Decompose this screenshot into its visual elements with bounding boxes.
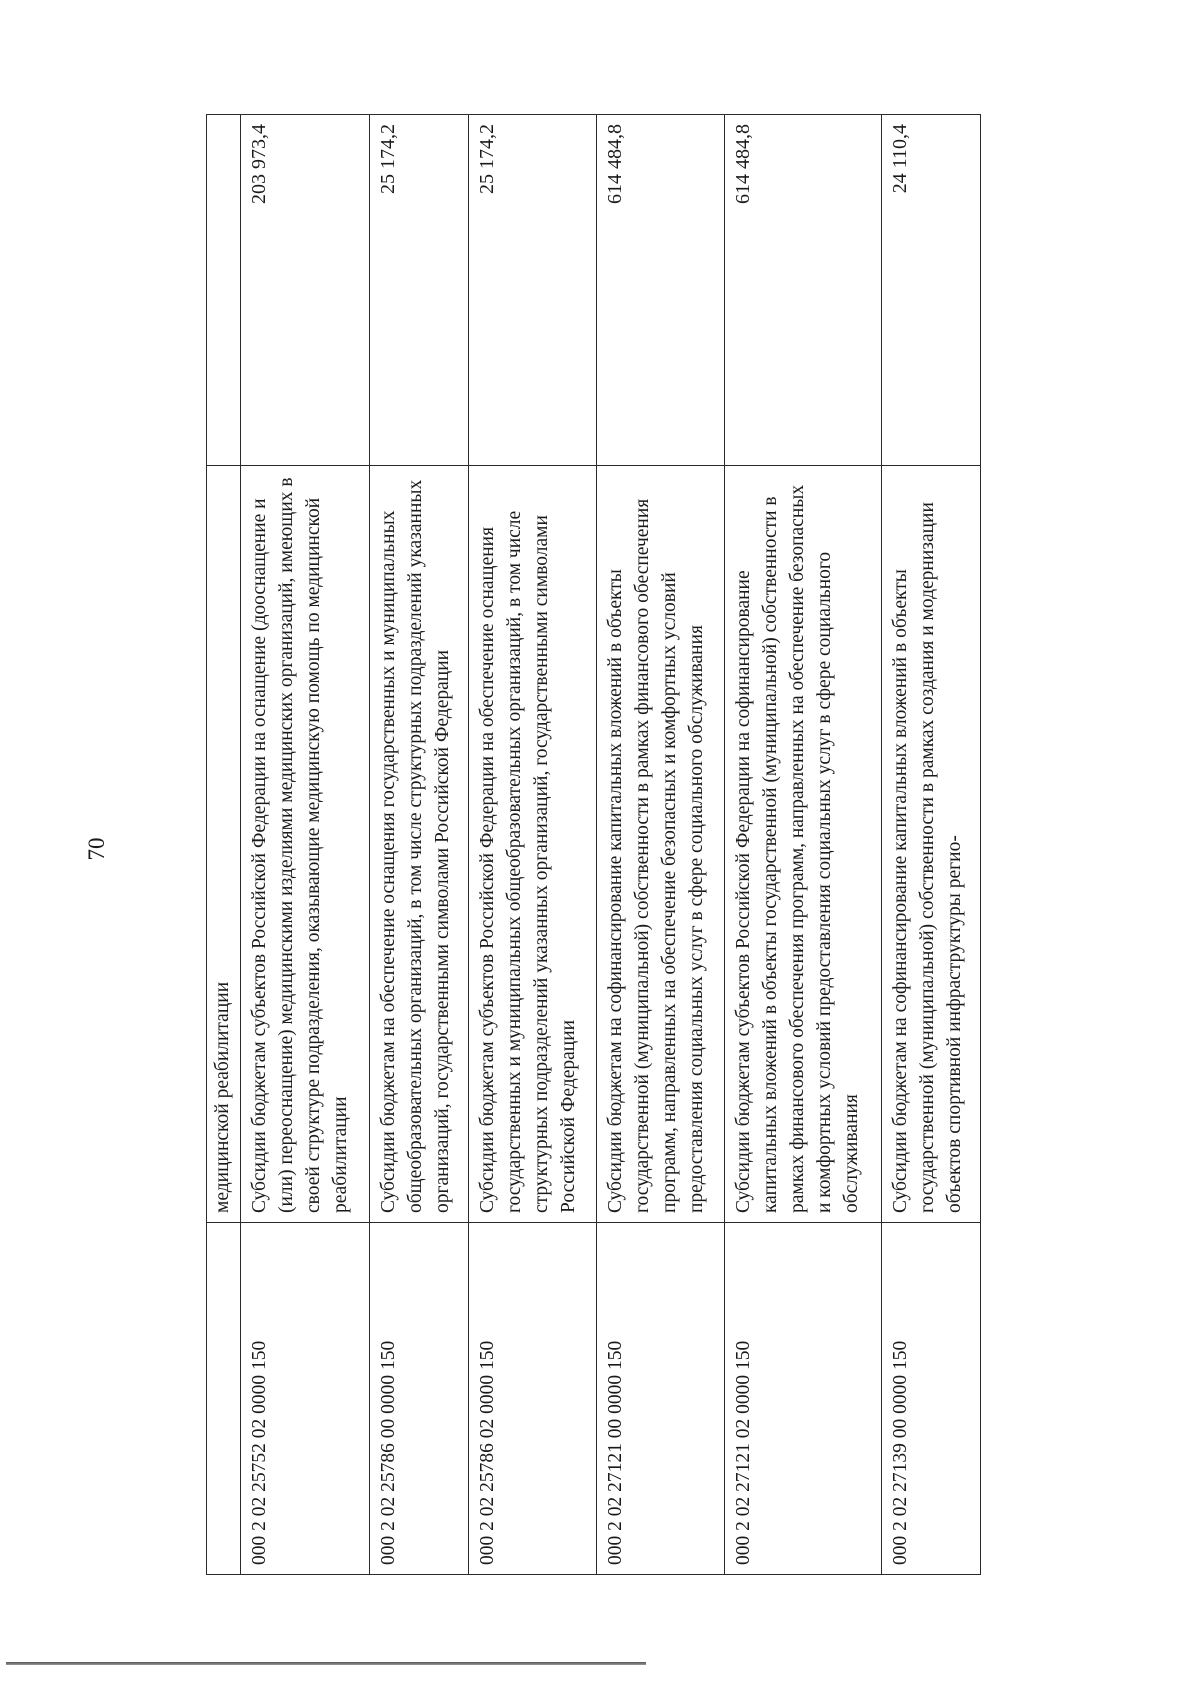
description-cell: медицинской реабилитации [207, 466, 241, 1223]
code-cell: 000 2 02 25752 02 0000 150 [241, 1223, 369, 1575]
amount-cell: 24 110,4 [881, 115, 980, 466]
table-row [241, 115, 369, 1575]
rotated-table-container [206, 115, 981, 1575]
code-cell: 000 2 02 25786 02 0000 150 [468, 1223, 596, 1575]
description-cell: Субсидии бюджетам субъектов Российской Федерации на софинансирование капитальных вложений в объекты государственной (муниципальной) собственности в рамках финансового обеспечения программ, направленных на обеспечение безопасных и комфортных условий предоставления социальных услуг в сфере социального обслуживания [724, 466, 881, 1223]
table-row [468, 115, 596, 1575]
scan-edge-line [6, 1662, 646, 1665]
amount-cell: 614 484,8 [596, 115, 724, 466]
code-cell: 000 2 02 27121 02 0000 150 [724, 1223, 881, 1575]
code-cell: 000 2 02 27121 00 0000 150 [596, 1223, 724, 1575]
page-number: 70 [84, 837, 109, 861]
amount-cell [207, 115, 241, 466]
description-cell: Субсидии бюджетам субъектов Российской Федерации на обеспечение оснащения государственных и муниципальных общеобразовательных организаций, в том числе структурных подразделений указанных организаций, государственными символами Российской Федерации [468, 466, 596, 1223]
amount-cell: 203 973,4 [241, 115, 369, 466]
amount-cell: 614 484,8 [724, 115, 881, 466]
table-row [881, 115, 980, 1575]
code-cell: 000 2 02 25786 00 0000 150 [369, 1223, 468, 1575]
table-row [724, 115, 881, 1575]
code-cell: 000 2 02 27139 00 0000 150 [881, 1223, 980, 1575]
description-cell: Субсидии бюджетам на софинансирование капитальных вложений в объекты государственной (муниципальной) собственности в рамках финансового обеспечения программ, направленных на обеспечение безопасных и комфортных условий предоставления социальных услуг в сфере социального обслуживания [596, 466, 724, 1223]
amount-cell: 25 174,2 [369, 115, 468, 466]
budget-table [206, 114, 981, 1575]
description-cell: Субсидии бюджетам на софинансирование капитальных вложений в объекты государственной (муниципальной) собственности в рамках создания и модернизации объектов спортивной инфраструктуры регио- [881, 466, 980, 1223]
code-cell [207, 1223, 241, 1575]
amount-cell: 25 174,2 [468, 115, 596, 466]
description-cell: Субсидии бюджетам на обеспечение оснащения государственных и муниципальных общеобразовательных организаций, в том числе структурных подразделений указанных организаций, государственными символами Российской Федерации [369, 466, 468, 1223]
description-cell: Субсидии бюджетам субъектов Российской Федерации на оснащение (дооснащение и (или) переоснащение) медицинскими изделиями медицинских организаций, имеющих в своей структуре подразделения, оказывающие медицинскую помощь по медицинской реабилитации [241, 466, 369, 1223]
table-row [369, 115, 468, 1575]
table-row [207, 115, 241, 1575]
table-row [596, 115, 724, 1575]
